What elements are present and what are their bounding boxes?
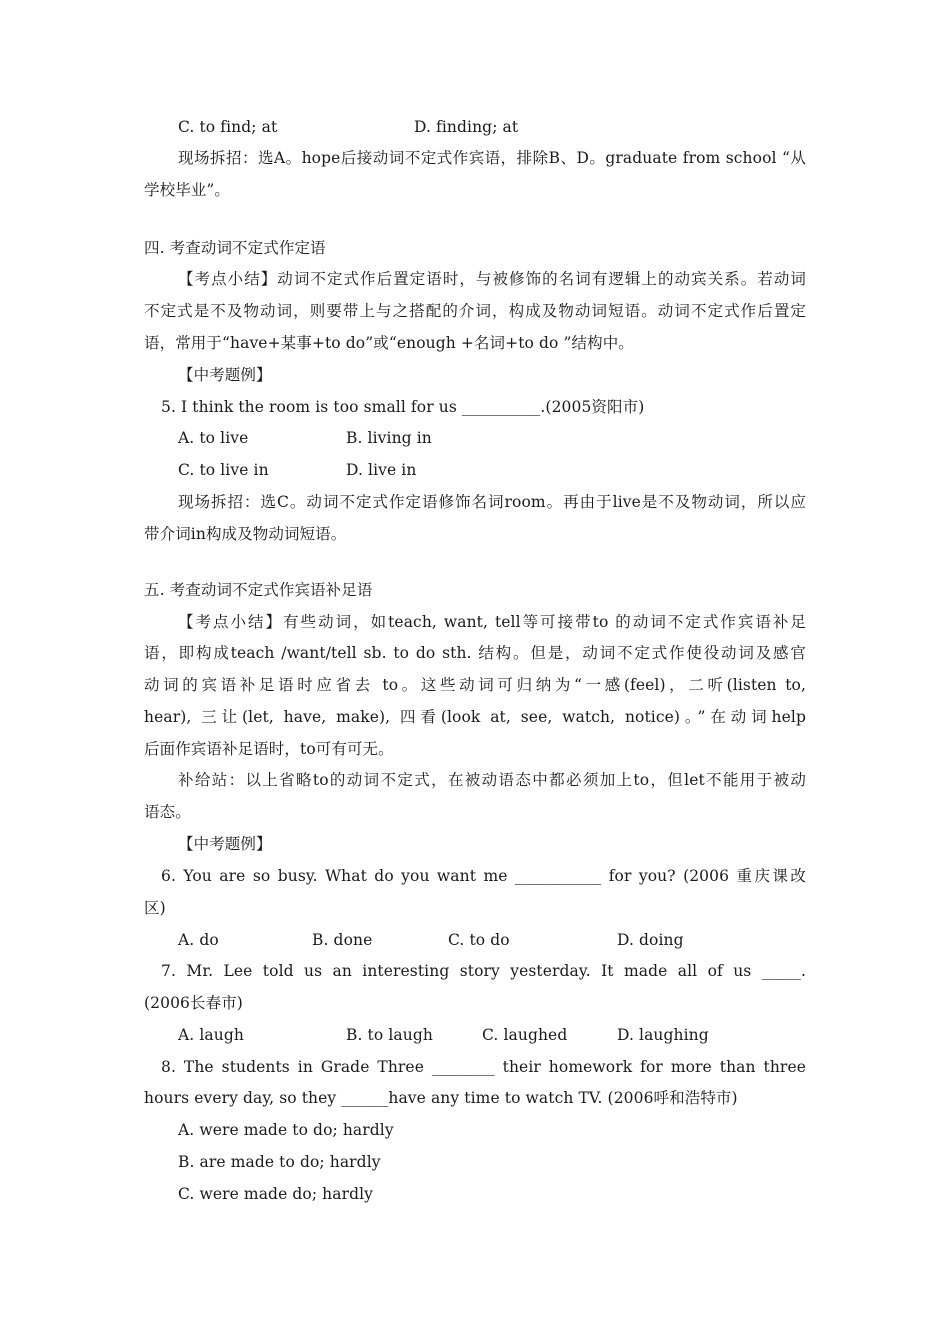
option-b: B. to laugh xyxy=(346,1026,433,1044)
supplement-text: 语态。 xyxy=(144,803,191,821)
option-b: B. living in xyxy=(346,429,432,447)
option-a: A. laugh xyxy=(178,1026,244,1044)
summary-text: 动词的宾语补足语时应省去 to。这些动词可归纳为“一感(feel)，二听(listen to, xyxy=(144,676,806,694)
option-a: A. do xyxy=(178,931,219,949)
option-b: B. are made to do; hardly xyxy=(178,1153,381,1171)
option-d: D. laughing xyxy=(617,1026,709,1044)
option-d: D. finding; at xyxy=(414,118,519,136)
summary-text: 语，常用于“have+某事+to do”或“enough +名词+to do ”结构中。 xyxy=(144,334,634,352)
section-heading: 五. 考查动词不定式作宾语补足语 xyxy=(144,581,373,599)
option-c: C. to live in xyxy=(178,461,269,479)
example-heading: 【中考题例】 xyxy=(178,835,272,853)
analysis-text: 现场拆招：选A。hope后接动词不定式作宾语，排除B、D。graduate from school “从 xyxy=(178,149,806,167)
example-heading: 【中考题例】 xyxy=(178,366,272,384)
question-7: 7. Mr. Lee told us an interesting story yesterday. It made all of us _____. xyxy=(161,962,806,980)
summary-text: 语，即构成teach /want/tell sb. to do sth. 结构。但是，动词不定式作使役动词及感官 xyxy=(144,644,806,662)
summary-text: hear), 三让(let, have, make), 四看(look at, see, watch, notice)。”在动词help xyxy=(144,708,806,726)
option-c: C. to find; at xyxy=(178,118,278,136)
summary-text: 【考点小结】有些动词，如teach, want, tell等可接带to 的动词不定式作宾语补足 xyxy=(178,613,806,631)
question-8: hours every day, so they ______have any time to watch TV. (2006呼和浩特市) xyxy=(144,1089,738,1107)
summary-text: 不定式是不及物动词，则要带上与之搭配的介词，构成及物动词短语。动词不定式作后置定 xyxy=(144,302,806,320)
question-8: 8. The students in Grade Three ________ their homework for more than three xyxy=(161,1058,806,1076)
question-6: 区) xyxy=(144,899,166,917)
option-d: D. doing xyxy=(617,931,684,949)
section-heading: 四. 考查动词不定式作定语 xyxy=(144,239,326,257)
question-5: 5. I think the room is too small for us __________.(2005资阳市) xyxy=(161,398,645,416)
option-d: D. live in xyxy=(346,461,417,479)
question-7: (2006长春市) xyxy=(144,994,243,1012)
option-c: C. were made do; hardly xyxy=(178,1185,374,1203)
analysis-text: 带介词in构成及物动词短语。 xyxy=(144,525,347,543)
analysis-text: 现场拆招：选C。动词不定式作定语修饰名词room。再由于live是不及物动词，所以应 xyxy=(178,493,806,511)
summary-text: 【考点小结】动词不定式作后置定语时，与被修饰的名词有逻辑上的动宾关系。若动词 xyxy=(178,270,806,288)
option-a: A. were made to do; hardly xyxy=(178,1121,394,1139)
supplement-text: 补给站：以上省略to的动词不定式，在被动语态中都必须加上to，但let不能用于被动 xyxy=(178,771,806,789)
option-b: B. done xyxy=(312,931,373,949)
option-c: C. to do xyxy=(448,931,510,949)
summary-text: 后面作宾语补足语时，to可有可无。 xyxy=(144,740,394,758)
analysis-text: 学校毕业”。 xyxy=(144,181,231,199)
question-6: 6. You are so busy. What do you want me ___________ for you? (2006 重庆课改 xyxy=(161,867,806,885)
option-c: C. laughed xyxy=(482,1026,568,1044)
option-a: A. to live xyxy=(178,429,249,447)
